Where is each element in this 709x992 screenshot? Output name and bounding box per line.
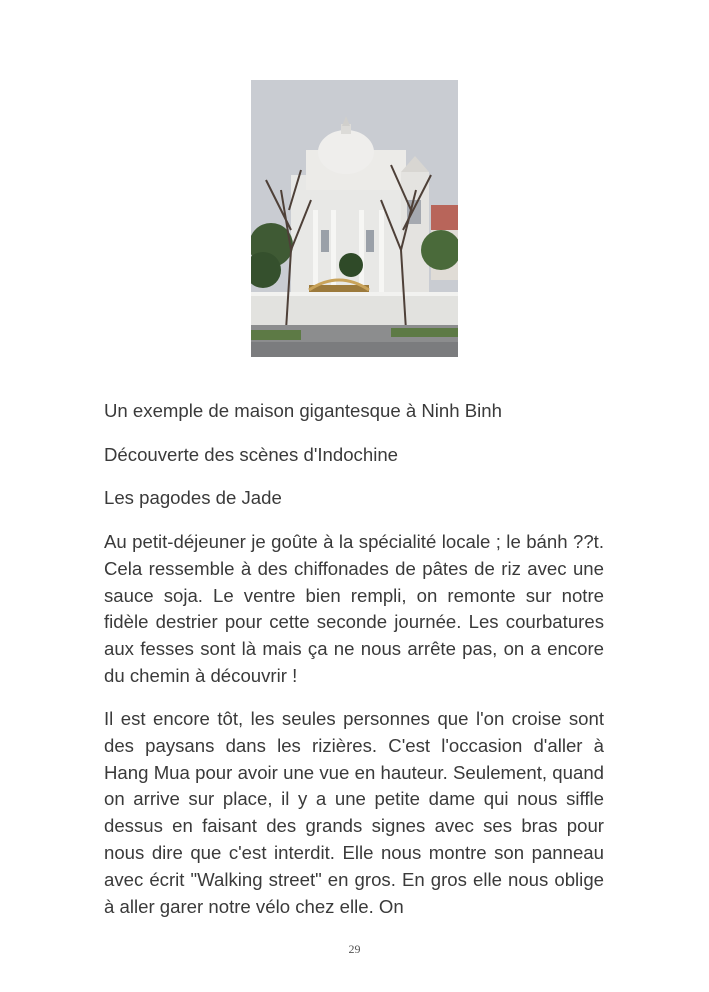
subsection-title: Les pagodes de Jade bbox=[104, 487, 282, 508]
photo-caption: Un exemple de maison gigantesque à Ninh Binh bbox=[104, 400, 502, 421]
page-number: 29 bbox=[348, 942, 361, 956]
house-photo bbox=[251, 80, 458, 357]
paragraph-breakfast: Au petit-déjeuner je goûte à la spécialité locale ; le bánh ??t. Cela ressemble à des chiffonades de pâtes de riz avec une sauce soja. Le ventre bien rempli, on remonte sur notre fidèle destrier pour cette seconde journée. Les courbatures aux fesses sont là mais ça ne nous arrête pas, on a encore du chemin à découvrir ! bbox=[104, 531, 604, 686]
paragraph-hang-mua: Il est encore tôt, les seules personnes que l'on croise sont des paysans dans les rizières. C'est l'occasion d'aller à Hang Mua pour avoir une vue en hauteur. Seulement, quand on arrive sur place, il y a une petite dame qui nous siffle dessus en faisant des grands signes avec ses bras pour nous dire que c'est interdit. Elle nous montre son panneau avec écrit "Walking street" en gros. En gros elle nous oblige à aller garer notre vélo chez elle. On bbox=[104, 708, 604, 917]
section-title: Découverte des scènes d'Indochine bbox=[104, 444, 399, 465]
